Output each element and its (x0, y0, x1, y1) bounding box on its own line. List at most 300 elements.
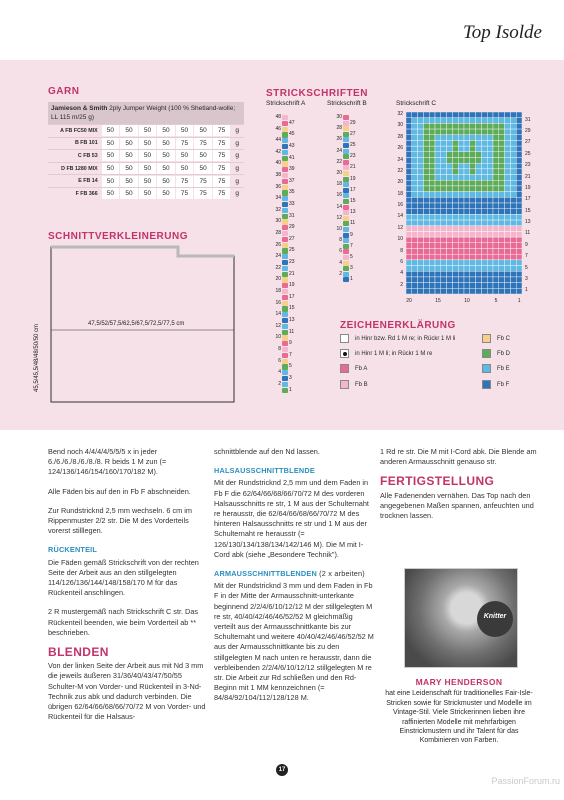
chart-c-stitch (429, 129, 435, 135)
chart-c-stitch (441, 169, 447, 175)
chart-c-stitch (429, 277, 435, 283)
chart-stitch (343, 132, 349, 137)
chart-row-number: 45 (289, 131, 295, 138)
chart-c-stitch (429, 209, 435, 215)
chart-c-stitch (470, 243, 476, 249)
chart-c-stitch (464, 283, 470, 289)
chart-c-row-number: 20 (397, 179, 403, 186)
chart-c-stitch (499, 266, 505, 272)
legend-fb-c (482, 334, 510, 343)
chart-c-stitch (441, 277, 447, 283)
chart-c-stitch (481, 112, 487, 118)
yarn-unit: g (235, 177, 240, 185)
chart-c-stitch (452, 135, 458, 141)
chart-c-stitch (464, 237, 470, 243)
chart-c-stitch (452, 112, 458, 118)
chart-row-number: 9 (350, 231, 353, 238)
chart-c-stitch (458, 203, 464, 209)
chart-c-stitch (510, 214, 516, 220)
chart-c-stitch (418, 237, 424, 243)
chart-c-stitch (441, 243, 447, 249)
chart-c-stitch (476, 203, 482, 209)
chart-c-stitch (435, 135, 441, 141)
chart-c-stitch (487, 254, 493, 260)
chart-c-stitch (441, 192, 447, 198)
chart-c-stitch (458, 180, 464, 186)
legend-fb-f-label: Fb F (497, 381, 510, 388)
yarn-amount: 75 (213, 188, 231, 199)
chart-row-number: 46 (275, 125, 281, 132)
chart-c-stitch (406, 277, 412, 283)
chart-c-stitch (505, 123, 511, 129)
chart-c-stitch (406, 169, 412, 175)
chart-c-stitch (447, 231, 453, 237)
chart-c-stitch (470, 152, 476, 158)
chart-c-stitch (412, 266, 418, 272)
chart-c-stitch (481, 243, 487, 249)
chart-c-stitch (481, 197, 487, 203)
chart-c-stitch (493, 220, 499, 226)
text-column-1 (48, 447, 208, 731)
chart-row-number: 23 (350, 153, 356, 160)
chart-c-stitch (476, 180, 482, 186)
text-column-3 (380, 447, 540, 530)
c2-paragraph-2: Mit der Rundstricknd 2,5 mm und dem Faden in Fb F die 62/64/66/68/66/70/72 M des vorderen Halsausschnitts re str, 1 M aus der Schulternaht re herausstr, die 62/64/66/68/66/70/72 M des hinteren Halsausschnitts re str und 1 M aus der Schulternaht re herausstr (= 126/130/134/138/134/142/146 M). Die M mit I-Cord abk (siehe „Besondere Technik"). (214, 478, 369, 559)
chart-row-number: 10 (336, 226, 342, 232)
knitter-badge: Knitter (477, 601, 513, 637)
chart-c-stitch (435, 203, 441, 209)
chart-c-stitch (423, 197, 429, 203)
chart-row-number: 6 (278, 357, 281, 364)
blenden-heading: BLENDEN (48, 645, 109, 660)
chart-c-stitch (429, 260, 435, 266)
chart-stitch (282, 115, 288, 120)
chart-c-stitch (493, 175, 499, 181)
chart-c-stitch (487, 260, 493, 266)
chart-c-stitch (423, 158, 429, 164)
chart-c-stitch (493, 140, 499, 146)
chart-c-stitch (499, 277, 505, 283)
chart-stitch (282, 324, 288, 329)
chart-c-stitch (429, 283, 435, 289)
legend-knit-label: in Hinr bzw. Rd 1 M re; in Rückr 1 M li (355, 335, 456, 342)
chart-stitch (282, 289, 288, 294)
chart-c-stitch (493, 226, 499, 232)
chart-c-stitch (470, 283, 476, 289)
chart-c-stitch (418, 254, 424, 260)
chart-c-stitch (516, 197, 522, 203)
chart-c-stitch (406, 214, 412, 220)
chart-c-row-number: 10 (397, 236, 403, 243)
chart-c-stitch (423, 220, 429, 226)
chart-stitch (282, 243, 288, 248)
chart-c-column-number: 15 (435, 298, 441, 304)
chart-c-stitch (505, 163, 511, 169)
chart-row-number: 18 (275, 288, 281, 294)
chart-c-column-number: 20 (406, 298, 412, 304)
chart-stitch (282, 283, 288, 288)
chart-row-number: 29 (350, 119, 356, 126)
chart-row-number: 37 (289, 177, 295, 184)
chart-c-stitch (476, 283, 482, 289)
chart-c-stitch (423, 266, 429, 272)
chart-c-stitch (487, 146, 493, 152)
designer-photo (404, 568, 518, 668)
chart-c-stitch (510, 186, 516, 192)
chart-c-stitch (423, 135, 429, 141)
chart-c-stitch (510, 192, 516, 198)
chart-c-stitch (412, 186, 418, 192)
chart-stitch (343, 182, 349, 187)
chart-stitch (343, 238, 349, 243)
chart-stitch (282, 138, 288, 143)
chart-c-stitch (510, 271, 516, 277)
chart-c-row-number: 30 (397, 122, 403, 129)
chart-c-stitch (452, 283, 458, 289)
chart-row-number: 15 (289, 305, 295, 312)
chart-c-stitch (510, 220, 516, 226)
chart-c-stitch (423, 152, 429, 158)
chart-c-stitch (510, 175, 516, 181)
chart-c-stitch (493, 214, 499, 220)
chart-c-stitch (418, 146, 424, 152)
yarn-amount: 50 (194, 163, 212, 174)
chart-c-stitch (481, 283, 487, 289)
chart-c-stitch (464, 260, 470, 266)
color-f-swatch (482, 380, 491, 389)
chart-c-stitch (481, 266, 487, 272)
chart-c-stitch (487, 283, 493, 289)
chart-c-stitch (441, 271, 447, 277)
chart-c-stitch (470, 209, 476, 215)
chart-c-stitch (487, 271, 493, 277)
yarn-color-label: B FB 101 (74, 140, 98, 147)
yarn-amount: 50 (120, 176, 138, 187)
chart-c-stitch (493, 271, 499, 277)
chart-c-stitch (487, 226, 493, 232)
chart-c-stitch (516, 152, 522, 158)
yarn-row (48, 162, 244, 175)
chart-c-stitch (441, 186, 447, 192)
chart-c-stitch (452, 169, 458, 175)
chart-c-stitch (406, 237, 412, 243)
chart-c-stitch (516, 186, 522, 192)
chart-row-number: 12 (275, 322, 281, 329)
chart-row-number: 22 (275, 264, 281, 271)
chart-c-stitch (487, 158, 493, 164)
chart-c-stitch (516, 266, 522, 272)
chart-c-stitch (418, 192, 424, 198)
chart-c-stitch (458, 260, 464, 266)
chart-c-stitch (447, 135, 453, 141)
chart-c-stitch (423, 209, 429, 215)
chart-stitch (282, 161, 288, 166)
chart-row-number: 20 (275, 276, 281, 283)
chart-c-stitch (406, 203, 412, 209)
chart-c-stitch (510, 249, 516, 255)
chart-stitch (282, 277, 288, 282)
chart-c-stitch (481, 152, 487, 158)
yarn-amount: 50 (102, 163, 120, 174)
chart-c-stitch (441, 152, 447, 158)
chart-c-stitch (441, 118, 447, 124)
chart-c-stitch (476, 146, 482, 152)
chart-c-stitch (505, 277, 511, 283)
chart-c-stitch (470, 220, 476, 226)
color-e-swatch (482, 364, 491, 373)
chart-c-stitch (406, 186, 412, 192)
chart-c-stitch (481, 192, 487, 198)
chart-c-stitch (418, 249, 424, 255)
chart-c-stitch (516, 283, 522, 289)
chart-c-stitch (510, 135, 516, 141)
chart-stitch (282, 190, 288, 195)
chart-c-stitch (418, 118, 424, 124)
chart-c-stitch (452, 226, 458, 232)
chart-c-stitch (423, 192, 429, 198)
chart-c-stitch (476, 220, 482, 226)
chart-c-stitch (458, 209, 464, 215)
chart-c-stitch (499, 140, 505, 146)
chart-c-stitch (476, 249, 482, 255)
chart-c-stitch (493, 266, 499, 272)
yarn-amount: 75 (194, 188, 212, 199)
chart-c-stitch (429, 271, 435, 277)
chart-row-number: 40 (275, 160, 281, 167)
chart-c-stitch (406, 283, 412, 289)
chart-c-stitch (412, 226, 418, 232)
chart-c-stitch (510, 197, 516, 203)
chart-c-stitch (476, 197, 482, 203)
chart-row-number: 43 (289, 143, 295, 149)
chart-c-stitch (452, 209, 458, 215)
chart-c-stitch (476, 140, 482, 146)
chart-c-stitch (505, 271, 511, 277)
chart-c-stitch (423, 226, 429, 232)
chart-c-stitch (493, 277, 499, 283)
chart-c-stitch (412, 288, 418, 294)
chart-c-stitch (481, 163, 487, 169)
chart-c-stitch (499, 180, 505, 186)
chart-c-stitch (470, 175, 476, 181)
yarn-unit: g (235, 139, 240, 147)
chart-c-stitch (447, 254, 453, 260)
chart-c-row-number: 3 (525, 275, 528, 282)
chart-stitch (282, 353, 288, 358)
chart-c-stitch (406, 140, 412, 146)
chart-c-stitch (412, 163, 418, 169)
chart-c-row-number: 23 (525, 162, 531, 169)
chart-c-stitch (505, 180, 511, 186)
chart-c-stitch (470, 123, 476, 129)
chart-c-stitch (464, 209, 470, 215)
chart-c-stitch (423, 243, 429, 249)
chart-c-stitch (429, 197, 435, 203)
chart-c-stitch (516, 203, 522, 209)
chart-c-stitch (481, 158, 487, 164)
chart-c-stitch (406, 129, 412, 135)
chart-c-stitch (505, 175, 511, 181)
chart-c-stitch (447, 249, 453, 255)
chart-c-stitch (418, 123, 424, 129)
chart-row-number: 42 (275, 148, 281, 155)
chart-c-stitch (493, 169, 499, 175)
chart-stitch (282, 167, 288, 172)
chart-c-grid (406, 112, 522, 294)
chart-c-stitch (476, 152, 482, 158)
chart-c-stitch (412, 180, 418, 186)
chart-c-stitch (493, 118, 499, 124)
chart-c-stitch (458, 112, 464, 118)
chart-c-stitch (464, 197, 470, 203)
chart-c-stitch (418, 169, 424, 175)
chart-stitch (343, 137, 349, 142)
schematic-drawing (46, 242, 262, 412)
chart-c-stitch (499, 158, 505, 164)
chart-c-stitch (418, 283, 424, 289)
chart-c-row-number: 7 (525, 253, 528, 260)
chart-c-stitch (452, 254, 458, 260)
chart-stitch (282, 185, 288, 190)
chart-c-stitch (441, 283, 447, 289)
chart-c-stitch (505, 197, 511, 203)
chart-c-stitch (429, 118, 435, 124)
chart-c-stitch (487, 169, 493, 175)
chart-c-stitch (435, 192, 441, 198)
chart-c-stitch (412, 260, 418, 266)
chart-c-stitch (470, 249, 476, 255)
chart-stitch (282, 359, 288, 364)
chart-stitch (282, 219, 288, 224)
yarn-amount: 50 (120, 125, 138, 136)
chart-c-stitch (487, 180, 493, 186)
chart-c-row-number: 24 (397, 156, 403, 163)
chart-c-stitch (510, 254, 516, 260)
chart-c-stitch (476, 209, 482, 215)
chart-row-number: 4 (278, 369, 281, 376)
chart-c-stitch (447, 226, 453, 232)
chart-c-stitch (470, 226, 476, 232)
chart-c-stitch (412, 220, 418, 226)
chart-c-stitch (418, 163, 424, 169)
chart-c-stitch (476, 158, 482, 164)
chart-row-number: 27 (350, 130, 356, 137)
chart-c-stitch (510, 140, 516, 146)
chart-row-number: 24 (275, 253, 281, 260)
chart-c-label: Strickschrift C (396, 100, 437, 107)
chart-c-stitch (516, 254, 522, 260)
chart-c-stitch (423, 112, 429, 118)
chart-c-stitch (499, 146, 505, 152)
chart-c-stitch (516, 163, 522, 169)
yarn-amount: 75 (176, 176, 194, 187)
chart-stitch (343, 266, 349, 271)
chart-c-stitch (470, 231, 476, 237)
chart-stitch (282, 272, 288, 277)
chart-c-stitch (487, 220, 493, 226)
chart-row-number: 6 (339, 248, 342, 255)
chart-c-stitch (481, 140, 487, 146)
chart-c-stitch (499, 112, 505, 118)
chart-row-number: 29 (289, 224, 295, 231)
chart-a-label: Strickschrift A (266, 100, 306, 107)
chart-c-stitch (499, 260, 505, 266)
legend-purl-label: in Hinr 1 M li; in Rückr 1 M re (355, 350, 433, 357)
chart-c-stitch (406, 180, 412, 186)
chart-c-stitch (412, 123, 418, 129)
author-description: hat eine Leidenschaft für traditionelles Fair-Isle-Stricken sowie für Strickmuster und Modelle im Vintage-Stil. Viele Strickerinnen lieben ihre raffinierten Modelle mit mehrfarbigen Einstrickmustern und ihr Talent für das Kombinieren von Farben. (385, 690, 533, 745)
chart-c-stitch (476, 186, 482, 192)
chart-c-stitch (458, 197, 464, 203)
chart-c-stitch (435, 288, 441, 294)
chart-c-stitch (435, 158, 441, 164)
chart-c-stitch (412, 283, 418, 289)
chart-c-stitch (429, 214, 435, 220)
chart-c-stitch (406, 271, 412, 277)
chart-row-number: 5 (289, 363, 292, 370)
legend-fb-b-label: Fb B (355, 381, 368, 388)
chart-c-stitch (412, 192, 418, 198)
chart-c-stitch (464, 271, 470, 277)
color-a-swatch (340, 364, 349, 373)
chart-c-stitch (505, 203, 511, 209)
chart-stitch (343, 244, 349, 249)
chart-c-stitch (476, 226, 482, 232)
chart-c-stitch (441, 163, 447, 169)
chart-c-stitch (470, 146, 476, 152)
chart-c-row-number: 17 (525, 196, 531, 203)
chart-c-stitch (505, 118, 511, 124)
chart-c-stitch (435, 237, 441, 243)
chart-c-stitch (447, 288, 453, 294)
chart-c-stitch (487, 118, 493, 124)
chart-c-stitch (464, 231, 470, 237)
chart-c-stitch (423, 123, 429, 129)
chart-c-stitch (505, 146, 511, 152)
chart-c-stitch (458, 266, 464, 272)
chart-c-stitch (435, 271, 441, 277)
chart-c-stitch (429, 288, 435, 294)
chart-row-number: 39 (289, 166, 295, 173)
chart-c-stitch (476, 277, 482, 283)
chart-c-column-number: 1 (517, 298, 521, 304)
chart-c-stitch (481, 135, 487, 141)
chart-c-stitch (412, 169, 418, 175)
chart-c-stitch (458, 254, 464, 260)
chart-c-stitch (505, 283, 511, 289)
chart-stitch (282, 364, 288, 369)
width-label: 47,5/52/57,5/62,5/67,5/72,5/77,5 cm (88, 321, 185, 327)
chart-c-stitch (406, 220, 412, 226)
chart-c-stitch (406, 254, 412, 260)
chart-c-stitch (418, 288, 424, 294)
yarn-unit: g (235, 190, 240, 198)
chart-c-stitch (418, 186, 424, 192)
chart-row-number: 47 (289, 119, 295, 126)
chart-c-stitch (441, 197, 447, 203)
chart-stitch (282, 150, 288, 155)
chart-stitch (343, 143, 349, 148)
yarn-row (48, 124, 244, 137)
chart-c-stitch (458, 220, 464, 226)
chart-row-number: 3 (289, 375, 292, 381)
chart-c-stitch (499, 152, 505, 158)
chart-c-stitch (487, 112, 493, 118)
chart-c-stitch (429, 112, 435, 118)
chart-c-stitch (493, 288, 499, 294)
chart-row-number: 12 (336, 214, 342, 221)
chart-c-stitch (481, 214, 487, 220)
